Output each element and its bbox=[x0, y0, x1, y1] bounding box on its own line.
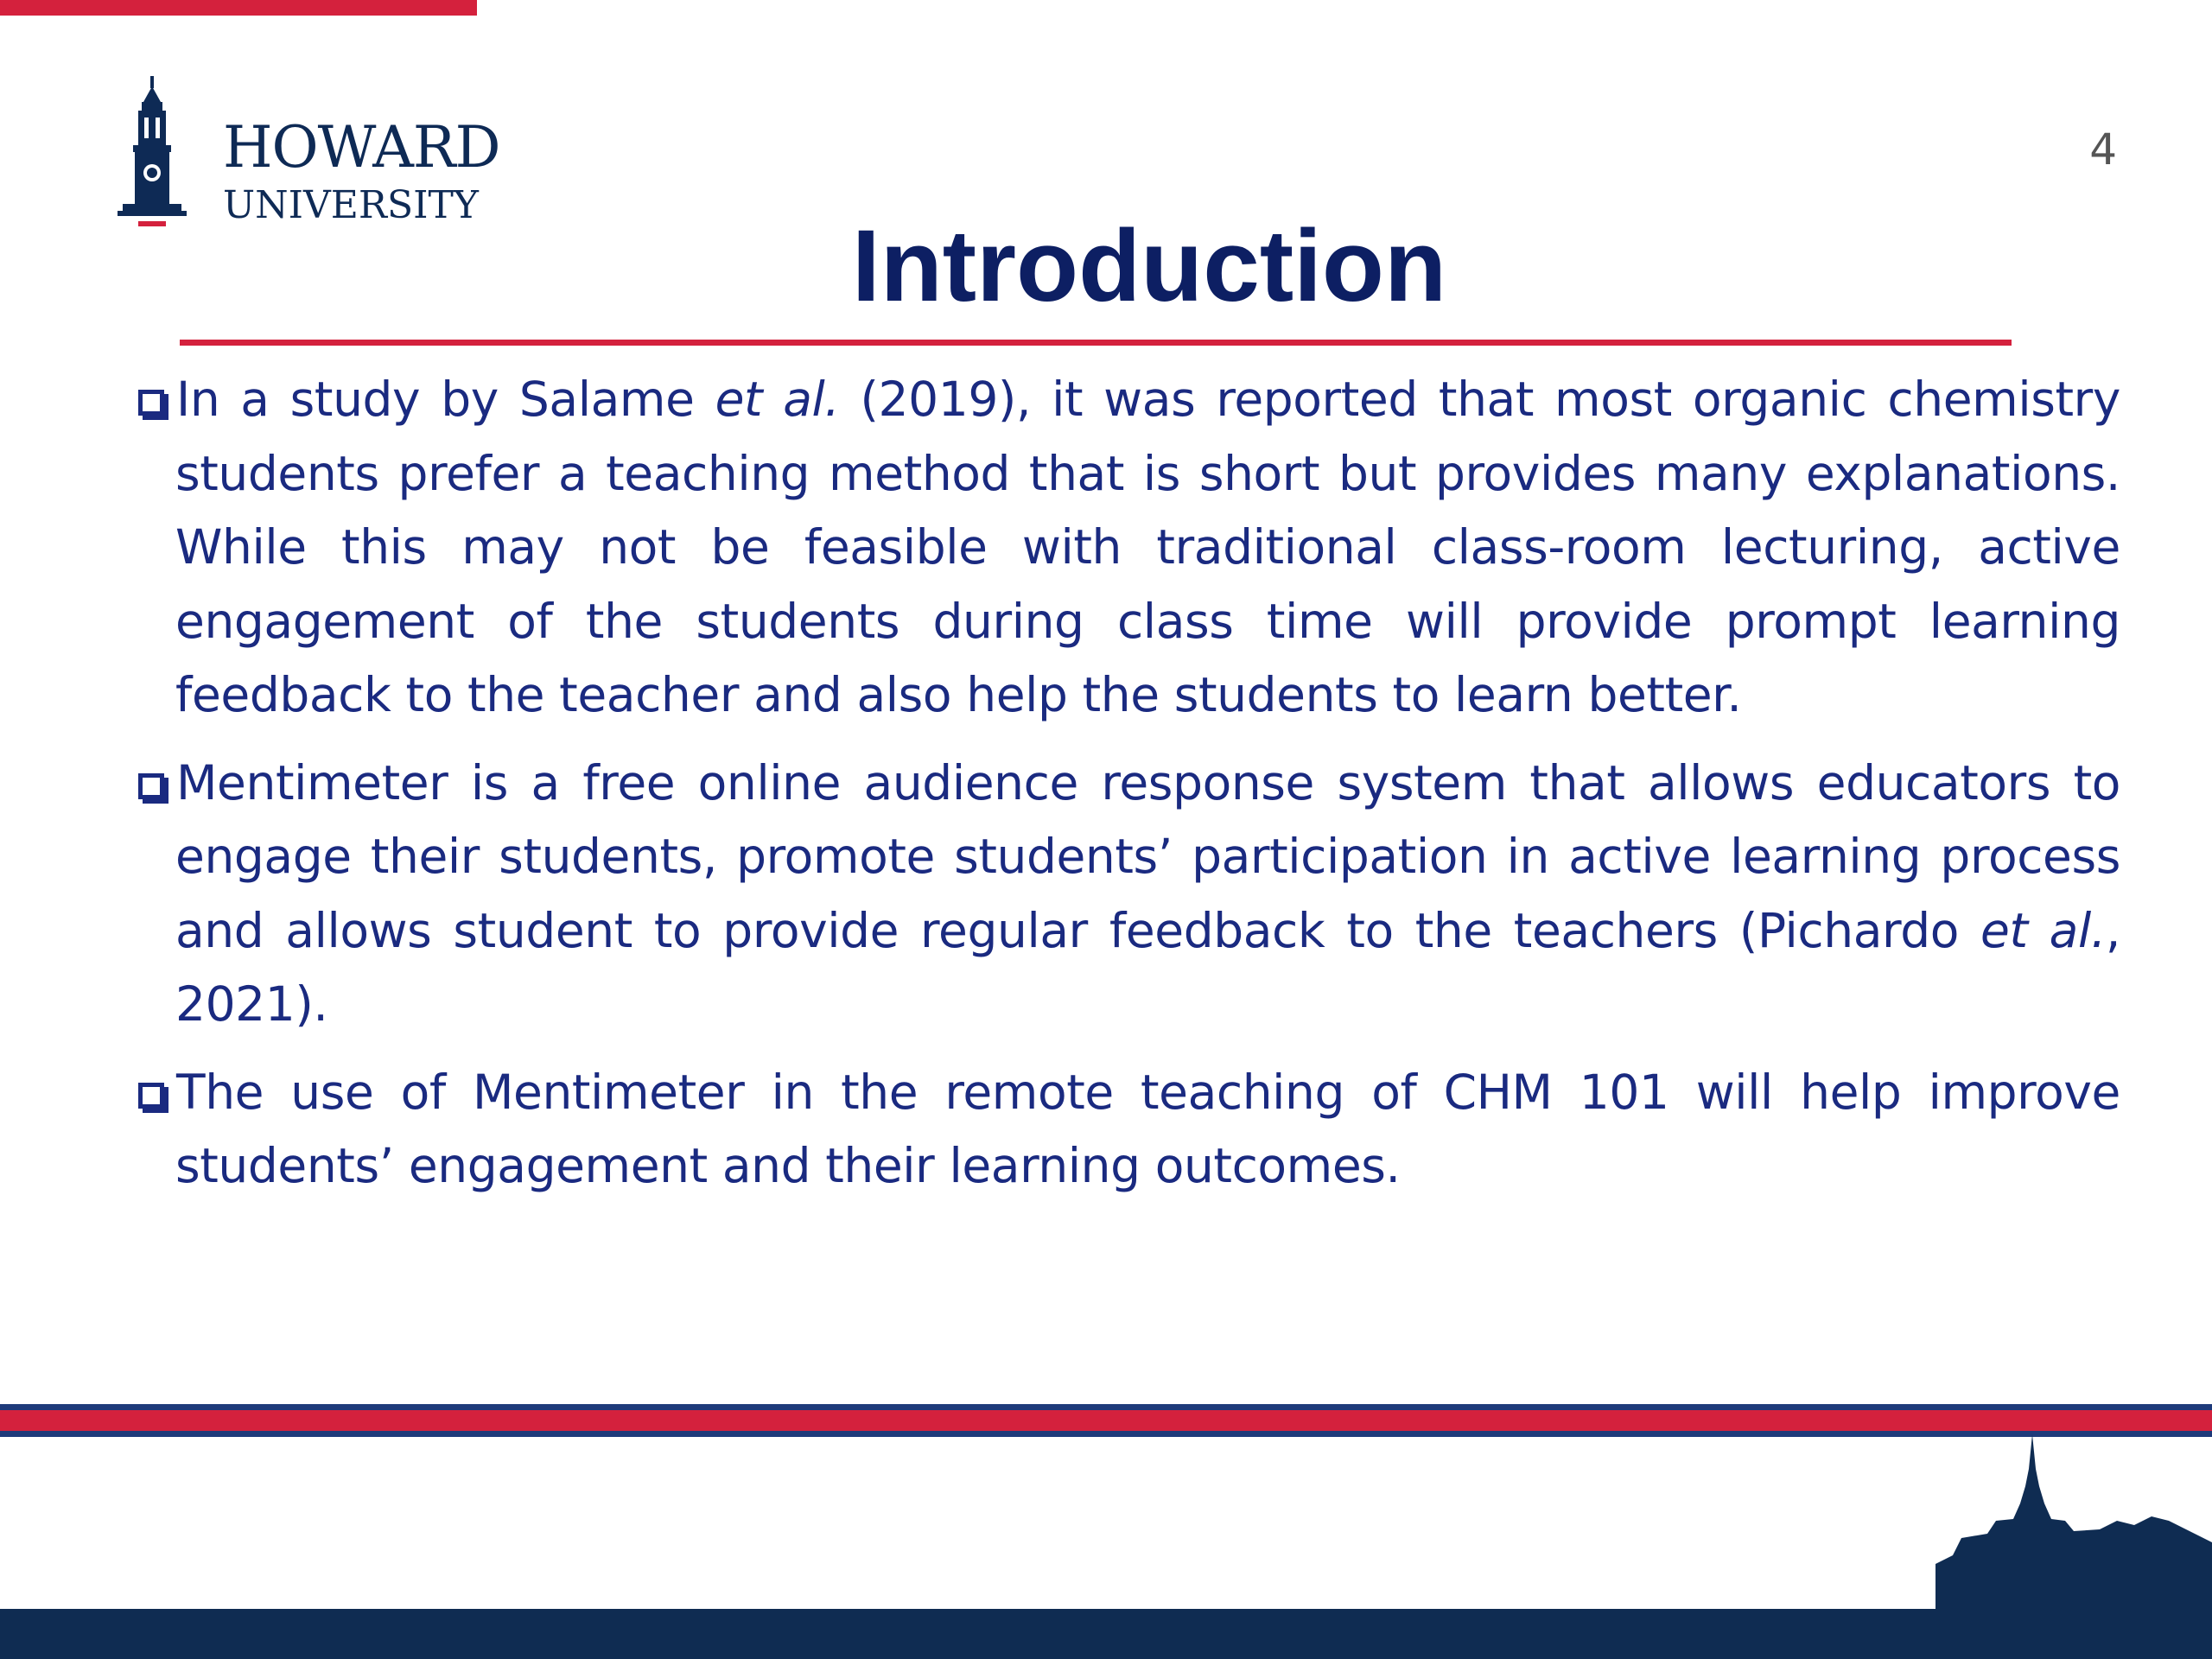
footer-band bbox=[0, 1609, 2212, 1659]
campus-skyline-icon bbox=[1936, 1434, 2212, 1616]
slide-number: 4 bbox=[2089, 124, 2117, 175]
bullet-item bbox=[138, 363, 2120, 733]
checkbox-bullet-icon bbox=[138, 390, 164, 416]
title-underline bbox=[180, 340, 2012, 346]
bullet-text: In a study by Salame bbox=[176, 372, 715, 427]
checkbox-bullet-icon bbox=[138, 1083, 164, 1109]
logo-line-university: UNIVERSITY bbox=[223, 183, 479, 227]
logo-line-howard: HOWARD bbox=[223, 114, 500, 181]
slide-body bbox=[138, 363, 2120, 1217]
bullet-text: Mentimeter is a free online audience response system that allows educators to engage their students, promote students’ participation in active learning process and allows student to provide regular feedback to the teachers (Pichardo bbox=[175, 754, 2120, 958]
bullet-item bbox=[138, 747, 2120, 1042]
bullet-text: (2019), it was reported that most organic chemistry students prefer a teaching method that is short but provides many explanations. While this may not be feasible with traditional class-room lecturing, active engagement of the students during class time will provide prompt learning feedback to the teacher and also help the students to learn better. bbox=[175, 372, 2121, 722]
bullet-text: The use of Mentimeter in the remote teaching of CHM 101 will help improve students’ engagement and their learning outcomes. bbox=[175, 1064, 2120, 1193]
top-accent-bar bbox=[0, 0, 477, 16]
bullet-text-italic: et al. bbox=[1980, 902, 2106, 958]
bullet-text-italic: et al. bbox=[715, 372, 840, 427]
checkbox-bullet-icon bbox=[138, 773, 164, 799]
bullet-item bbox=[138, 1056, 2120, 1204]
footer-stripe bbox=[0, 1404, 2212, 1437]
clock-tower-icon bbox=[112, 76, 195, 228]
bullet-text: , 2021). bbox=[175, 902, 2120, 1032]
slide-title: Introduction bbox=[851, 209, 1447, 323]
